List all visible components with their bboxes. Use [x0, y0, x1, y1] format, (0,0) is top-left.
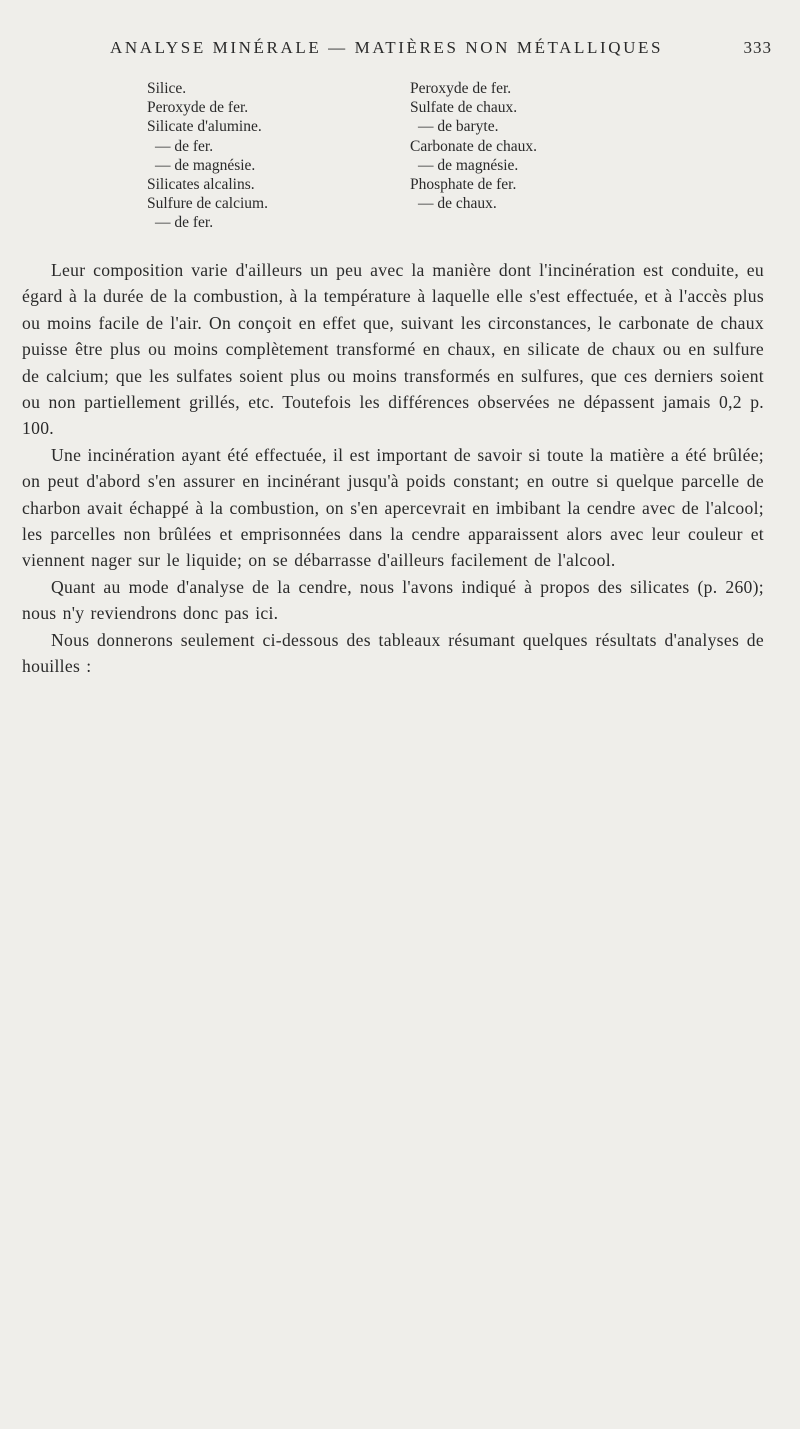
- list-item: Peroxyde de fer.: [147, 99, 249, 117]
- body-text: [22, 257, 764, 680]
- list-item: Silicates alcalins.: [147, 175, 255, 193]
- list-item: Silice.: [147, 80, 187, 97]
- list-item: Phosphate de fer.: [410, 175, 517, 193]
- paragraph-incineration-check: Une incinération ayant été effectuée, il est important de savoir si toute la matière a été brûlée; on peut d'abord s'en assurer en incinérant jusqu'à poids constant; en outre si quelque parcelle de charbon avait échappé à la combustion, on s'en apercevrait en imbibant la cendre avec de l'alcool; les parcelles non brûlées et emprisonnées dans la cendre apparaissent alors avec leur couleur et viennent nager sur le liquide; on se débarrasse d'ailleurs facilement de l'alcool.: [22, 444, 764, 571]
- list-item: — de baryte.: [418, 118, 499, 136]
- paragraph-incineration-composition: Leur composition varie d'ailleurs un peu avec la manière dont l'incinération est conduite, eu égard à la durée de la combustion, à la température à laquelle elle s'est effectuée, et à l'accès plus ou moins facile de l'air. On conçoit en effet que, suivant les circonstances, le carbonate de chaux puisse être plus ou moins complètement transformé en chaux, en silicate de chaux ou en sulfure de calcium; que les sulfates soient plus ou moins transformés en sulfures, que ces derniers soient ou non partiellement grillés, etc. Toutefois les différences observées ne dépassent jamais 0,2 p. 100.: [22, 260, 764, 439]
- page-number: 333: [743, 38, 772, 57]
- running-title: ANALYSE MINÉRALE — MATIÈRES NON MÉTALLIQUES: [110, 38, 664, 57]
- list-item: Carbonate de chaux.: [410, 137, 537, 155]
- compound-list-left: [147, 79, 268, 233]
- compound-list-right: [410, 79, 537, 213]
- list-item: Sulfate de chaux.: [410, 99, 518, 117]
- list-item: — de magnésie.: [155, 156, 256, 174]
- running-head: [22, 38, 772, 64]
- list-item: — de chaux.: [418, 195, 497, 213]
- paragraph-tables-intro: Nous donnerons seulement ci-dessous des tableaux résumant quelques résultats d'analyses de houilles :: [22, 629, 764, 677]
- list-item: Sulfure de calcium.: [147, 195, 268, 213]
- paragraph-ash-analysis: Quant au mode d'analyse de la cendre, nous l'avons indiqué à propos des silicates (p. 260); nous n'y reviendrons donc pas ici.: [22, 576, 764, 624]
- list-item: — de magnésie.: [418, 156, 519, 174]
- list-item: Silicate d'alumine.: [147, 118, 262, 136]
- list-item: — de fer.: [155, 137, 214, 155]
- list-item: — de fer.: [155, 214, 214, 232]
- list-item: Peroxyde de fer.: [410, 80, 512, 97]
